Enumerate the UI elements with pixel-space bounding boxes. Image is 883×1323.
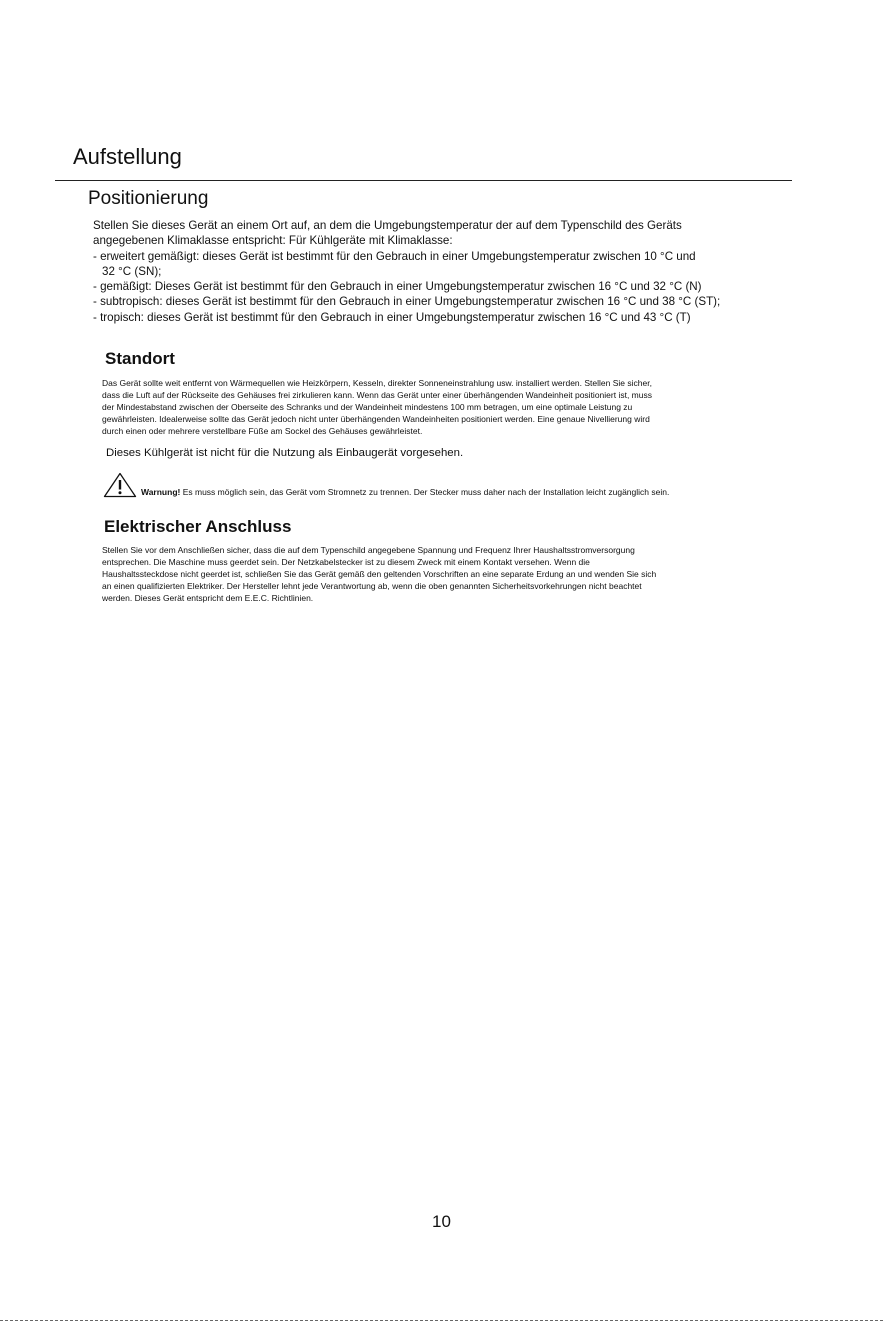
anschluss-line: entsprechen. Die Maschine muss geerdet sein. Der Netzkabelstecker ist zu diesem Zweck mit einem Kontakt versehen. Wenn die — [102, 557, 590, 568]
standort-line: der Mindestabstand zwischen der Oberseite des Schranks und der Wandeinheit mindestens 100 mm betragen, um eine optimale Leistung zu — [102, 402, 633, 413]
climate-class-item: - tropisch: dieses Gerät ist bestimmt für den Gebrauch in einer Umgebungstemperatur zwischen 16 °C und 43 °C (T) — [93, 310, 691, 324]
positionierung-intro-line: Stellen Sie dieses Gerät an einem Ort auf, an dem die Umgebungstemperatur der auf dem Typenschild des Geräts — [93, 219, 682, 232]
anschluss-body — [102, 544, 794, 604]
climate-class-item: - subtropisch: dieses Gerät ist bestimmt für den Gebrauch in einer Umgebungstemperatur zwischen 16 °C und 38 °C (ST); — [93, 295, 721, 309]
section-heading-positionierung: Positionierung — [88, 188, 209, 209]
anschluss-line: werden. Dieses Gerät entspricht dem E.E.C. Richtlinien. — [102, 593, 314, 604]
warning-message — [141, 486, 669, 498]
warning-triangle-icon — [103, 472, 137, 498]
standort-line: gewährleisten. Idealerweise sollte das Gerät jedoch nicht unter überhängenden Wandeinheiten positioniert werden. Eine genaue Nivellierung wird — [102, 414, 650, 425]
standort-body — [102, 377, 792, 437]
section-heading-anschluss: Elektrischer Anschluss — [104, 517, 292, 536]
title-divider — [55, 180, 792, 181]
positionierung-intro-line: angegebenen Klimaklasse entspricht: Für Kühlgeräte mit Klimaklasse: — [93, 234, 453, 248]
standort-line: dass die Luft auf der Rückseite des Gehäuses frei zirkulieren kann. Wenn das Gerät unter einer überhängenden Wandeinheit positioniert ist, muss — [102, 390, 652, 401]
climate-class-item: - erweitert gemäßigt: dieses Gerät ist bestimmt für den Gebrauch in einer Umgebungstemperatur zwischen 10 °C und 32 °C (SN); — [93, 249, 696, 278]
standort-note: Dieses Kühlgerät ist nicht für die Nutzung als Einbaugerät vorgesehen. — [106, 447, 464, 459]
standort-line: Das Gerät sollte weit entfernt von Wärmequellen wie Heizkörpern, Kesseln, direkter Sonneneinstrahlung usw. installiert werden. Stellen Sie sicher, — [102, 378, 652, 388]
section-heading-standort: Standort — [105, 349, 175, 368]
anschluss-line: Stellen Sie vor dem Anschließen sicher, dass die auf dem Typenschild angegebene Spannung und Frequenz Ihrer Haushaltsstromversorgung — [102, 545, 635, 555]
anschluss-line: an einen qualifizierten Elektriker. Der Hersteller lehnt jede Verantwortung ab, wenn die oben genannten Sicherheitsvorkehrungen nicht beachtet — [102, 581, 642, 592]
page-title: Aufstellung — [73, 144, 182, 169]
page-number: 10 — [432, 1212, 451, 1231]
standort-line: durch einen oder mehrere verstellbare Füße am Sockel des Gehäuses gewährleistet. — [102, 426, 423, 437]
positionierung-body — [93, 218, 793, 325]
bottom-border — [0, 1320, 883, 1321]
warning-label: Warnung! — [141, 487, 181, 497]
anschluss-line: Haushaltssteckdose nicht geerdet ist, schließen Sie das Gerät gemäß den geltenden Vorschriften an eine separate Erdung an und wenden Sie sich — [102, 569, 657, 580]
climate-class-item: - gemäßigt: Dieses Gerät ist bestimmt für den Gebrauch in einer Umgebungstemperatur zwischen 16 °C und 32 °C (N) — [93, 280, 702, 294]
warning-text: Es muss möglich sein, das Gerät vom Stromnetz zu trennen. Der Stecker muss daher nach der Installation leicht zugänglich sein. — [180, 487, 670, 497]
